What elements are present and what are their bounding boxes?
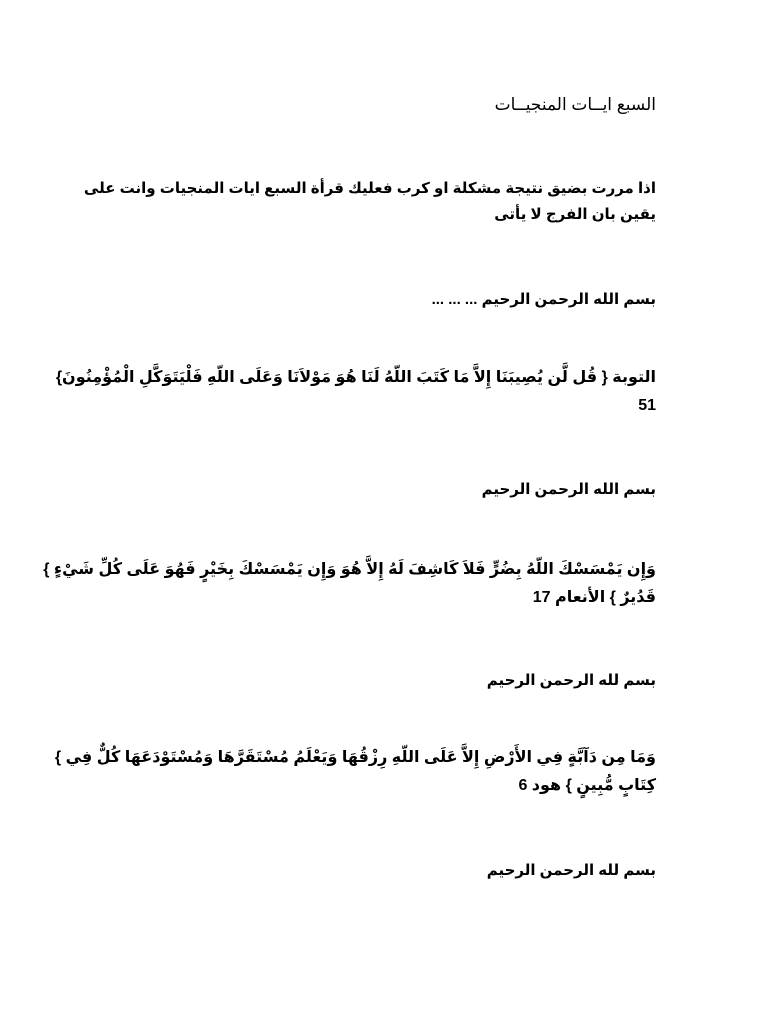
verse-2-line-2: قَدُيرٌ } الأنعام 17 xyxy=(532,589,656,606)
verse-1-line-1: التوبة { قُل لَّن يُصِيبَنَا إِلاَّ مَا كَتَبَ اللّهُ لَنَا هُوَ مَوْلاَنَا وَعَلَى اللّهِ فَلْيَتَوَكَّلِ الْمُؤْمِنُونَ} xyxy=(55,369,656,386)
verse-3-line-1: وَمَا مِن دَآبَّةٍ فِي الأَرْضِ إِلاَّ عَلَى اللّهِ رِزْقُهَا وَيَعْلَمُ مُسْتَقَرَّهَا وَمُسْتَوْدَعَهَا كُلٌّ فِي } xyxy=(54,749,656,766)
basmala-3: بسم لله الرحمن الرحيم xyxy=(486,672,656,689)
basmala-4: بسم لله الرحمن الرحيم xyxy=(486,862,656,879)
intro-line-2: يقين بان الفرج لا يأتى xyxy=(494,206,656,223)
intro-line-1: اذا مررت بضيق نتيجة مشكلة او كرب فعليك قرأة السبع ايات المنجيات وانت على xyxy=(83,180,656,197)
basmala-1: بسم الله الرحمن الرحيم ... ... ... xyxy=(431,291,656,308)
verse-3-line-2: كِتَابٍ مُّبِينٍ } هود 6 xyxy=(518,777,656,794)
verse-2-line-1: وَإِن يَمْسَسْكَ اللّهُ بِضُرٍّ فَلاَ كَاشِفَ لَهُ إِلاَّ هُوَ وَإِن يَمْسَسْكَ بِخَيْرٍ فَهُوَ عَلَى كُلِّ شَيْءٍ } xyxy=(43,561,656,578)
document-title: السبع ايــات المنجيــات xyxy=(494,95,656,114)
verse-1-line-2: 51 xyxy=(638,397,656,414)
basmala-2: بسم الله الرحمن الرحيم xyxy=(481,481,656,498)
